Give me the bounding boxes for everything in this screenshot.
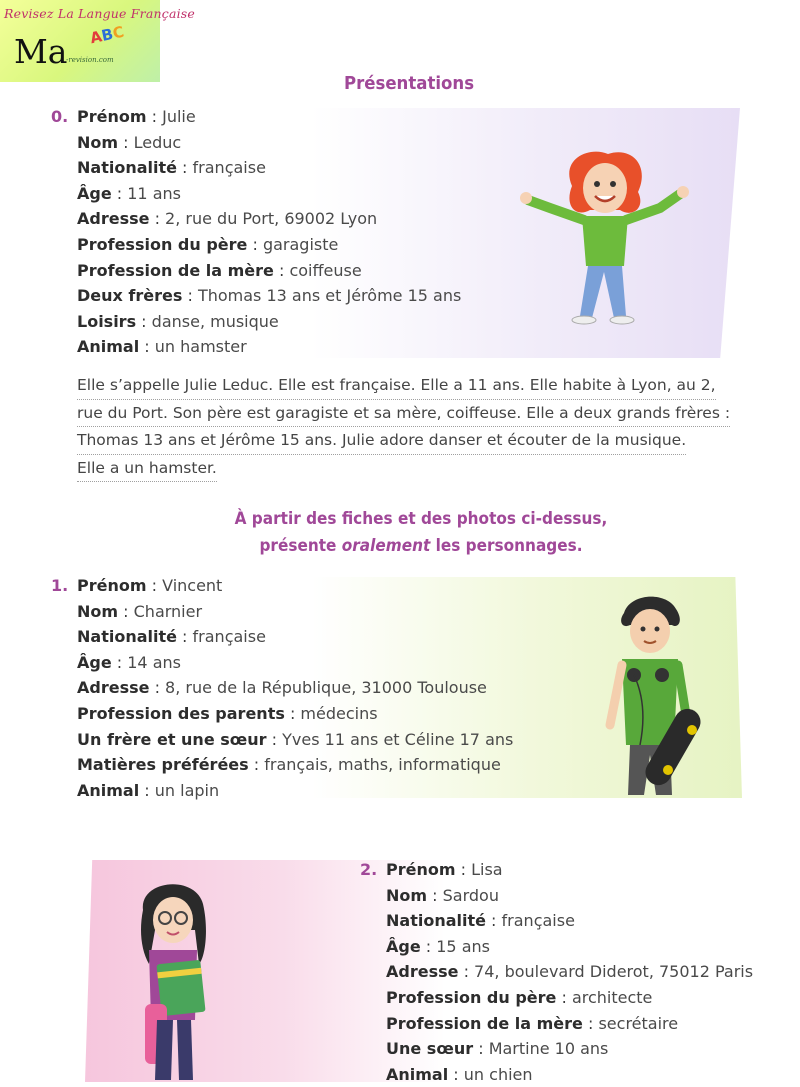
field-label: Nationalité	[386, 911, 486, 931]
julie-illustration	[520, 148, 690, 328]
field-label: Profession de la mère	[386, 1013, 583, 1033]
field-value: française	[192, 627, 266, 647]
field-separator: :	[458, 962, 475, 982]
field-value: Lisa	[471, 860, 503, 879]
fiche-row	[77, 778, 513, 804]
field-separator: :	[136, 311, 152, 331]
field-separator: :	[473, 1039, 489, 1059]
logo-letter-b: B	[99, 24, 115, 45]
fiche-row	[77, 181, 461, 207]
fiche-row	[77, 155, 461, 181]
field-label: Adresse	[77, 209, 150, 229]
field-value: secrétaire	[598, 1013, 679, 1033]
logo-url: -revision.com	[66, 56, 114, 64]
field-label: Prénom	[386, 860, 456, 879]
field-label: Une sœur	[386, 1039, 474, 1059]
field-label: Profession du père	[386, 987, 557, 1007]
fiche-row	[77, 206, 461, 232]
fiche-row	[77, 727, 513, 753]
fiche-row	[386, 1011, 753, 1037]
field-separator: :	[139, 780, 155, 800]
field-label: Prénom	[77, 107, 147, 126]
field-separator: :	[284, 703, 301, 723]
fiche-number: 1.	[51, 576, 69, 595]
field-value: un hamster	[154, 337, 247, 357]
field-label: Nationalité	[77, 627, 177, 647]
instruction-line-1: À partir des fiches et des photos ci-dessus,	[234, 509, 608, 529]
field-label: Animal	[386, 1064, 449, 1084]
fiche-julie	[51, 104, 462, 360]
field-value: coiffeuse	[289, 260, 362, 280]
page-title: Présentations	[343, 73, 475, 94]
lisa-illustration	[125, 880, 225, 1082]
field-label: Âge	[386, 936, 421, 956]
field-value: Thomas 13 ans et Jérôme 15 ans	[197, 286, 462, 306]
field-separator: :	[139, 337, 155, 357]
fiche-row	[386, 857, 753, 883]
fiche-row	[77, 624, 513, 650]
fiche-row	[77, 334, 461, 360]
fiche-vincent	[51, 573, 514, 803]
field-value: Martine 10 ans	[488, 1039, 609, 1059]
fiche-row	[77, 130, 461, 156]
fiche-row	[77, 701, 513, 727]
fiche-row	[386, 908, 753, 934]
instruction-text: présente	[259, 536, 342, 556]
field-label: Profession de la mère	[77, 260, 274, 280]
vincent-illustration	[600, 595, 710, 800]
fiche-row	[77, 599, 513, 625]
fiche-row	[77, 573, 513, 599]
field-value: française	[192, 158, 266, 178]
fiche-row	[386, 959, 753, 985]
field-value: Sardou	[442, 885, 499, 905]
fiche-row	[386, 985, 753, 1011]
field-separator: :	[176, 627, 193, 647]
fiche-row	[77, 104, 461, 130]
paragraph-line: Elle s’appelle Julie Leduc. Elle est française. Elle a 11 ans. Elle habite à Lyon, au 2,	[77, 372, 716, 400]
field-label: Profession du père	[77, 234, 248, 254]
field-separator: :	[248, 755, 265, 775]
logo-letter-a: A	[88, 27, 104, 48]
field-value: Yves 11 ans et Céline 17 ans	[282, 729, 514, 749]
field-value: 11 ans	[127, 183, 181, 203]
field-separator: :	[111, 183, 128, 203]
field-value: Charnier	[133, 601, 203, 621]
field-value: 14 ans	[127, 652, 181, 672]
field-value: médecins	[300, 703, 378, 723]
field-value: un chien	[463, 1064, 533, 1084]
paragraph-line: Thomas 13 ans et Jérôme 15 ans. Julie adore danser et écouter de la musique.	[77, 427, 686, 455]
field-separator: :	[455, 860, 472, 879]
field-label: Deux frères	[77, 286, 183, 306]
field-separator: :	[146, 576, 163, 595]
site-logo	[0, 0, 196, 82]
field-label: Adresse	[77, 678, 150, 698]
field-label: Prénom	[77, 576, 147, 595]
field-label: Âge	[77, 183, 112, 203]
field-label: Nom	[77, 601, 119, 621]
field-separator: :	[176, 158, 193, 178]
field-label: Animal	[77, 780, 140, 800]
paragraph-line: rue du Port. Son père est garagiste et sa mère, coiffeuse. Elle a deux grands frères :	[77, 400, 730, 428]
field-separator: :	[485, 911, 502, 931]
field-value: danse, musique	[151, 311, 279, 331]
logo-letter-c: C	[111, 22, 126, 43]
field-value: français, maths, informatique	[264, 755, 501, 775]
fiche-row	[77, 232, 461, 258]
logo-abc	[89, 23, 126, 48]
field-value: Leduc	[133, 132, 182, 152]
field-separator: :	[582, 1013, 599, 1033]
field-separator: :	[556, 987, 572, 1007]
field-separator: :	[118, 132, 134, 152]
field-value: garagiste	[262, 234, 339, 254]
field-label: Âge	[77, 652, 112, 672]
field-value: 2, rue du Port, 69002 Lyon	[165, 209, 378, 229]
field-label: Nom	[77, 132, 119, 152]
field-value: Vincent	[162, 576, 223, 595]
field-separator: :	[448, 1064, 464, 1084]
fiche-row	[386, 883, 753, 909]
instruction-line-2	[42, 533, 800, 560]
fiche-row	[77, 309, 461, 335]
fiche-row	[386, 934, 753, 960]
field-value: un lapin	[154, 780, 220, 800]
instruction-text: les personnages.	[430, 536, 583, 556]
field-value: 74, boulevard Diderot, 75012 Paris	[474, 962, 754, 982]
logo-tagline: Revisez La Langue Française	[4, 6, 196, 21]
field-separator: :	[111, 652, 128, 672]
field-separator: :	[266, 729, 283, 749]
field-value: architecte	[571, 987, 653, 1007]
fiche-row	[386, 1036, 753, 1062]
field-separator: :	[427, 885, 443, 905]
fiche-number: 0.	[51, 107, 69, 126]
field-value: Julie	[162, 107, 196, 126]
fiche-lisa	[360, 857, 754, 1087]
field-separator: :	[182, 286, 198, 306]
field-label: Profession des parents	[77, 703, 285, 723]
field-separator: :	[149, 209, 166, 229]
fiche-row	[386, 1062, 753, 1087]
field-separator: :	[149, 678, 166, 698]
field-value: française	[501, 911, 575, 931]
fiche-row	[77, 752, 513, 778]
instruction-emphasis: oralement	[341, 536, 431, 556]
field-label: Nom	[386, 885, 428, 905]
fiche-row	[77, 675, 513, 701]
paragraph-line: Elle a un hamster.	[77, 455, 217, 483]
field-separator: :	[273, 260, 290, 280]
field-label: Adresse	[386, 962, 459, 982]
fiche-row	[77, 258, 461, 284]
field-label: Un frère et une sœur	[77, 729, 267, 749]
field-value: 8, rue de la République, 31000 Toulouse	[165, 678, 487, 698]
field-value: 15 ans	[436, 936, 490, 956]
presentation-paragraph	[77, 372, 762, 482]
fiche-row	[77, 650, 513, 676]
field-separator: :	[146, 107, 163, 126]
field-label: Loisirs	[77, 311, 137, 331]
field-separator: :	[420, 936, 437, 956]
fiche-number: 2.	[360, 860, 378, 879]
field-label: Matières préférées	[77, 755, 249, 775]
field-label: Nationalité	[77, 158, 177, 178]
fiche-row	[77, 283, 461, 309]
field-label: Animal	[77, 337, 140, 357]
field-separator: :	[247, 234, 263, 254]
field-separator: :	[118, 601, 134, 621]
logo-main-text: Ma	[14, 32, 68, 71]
